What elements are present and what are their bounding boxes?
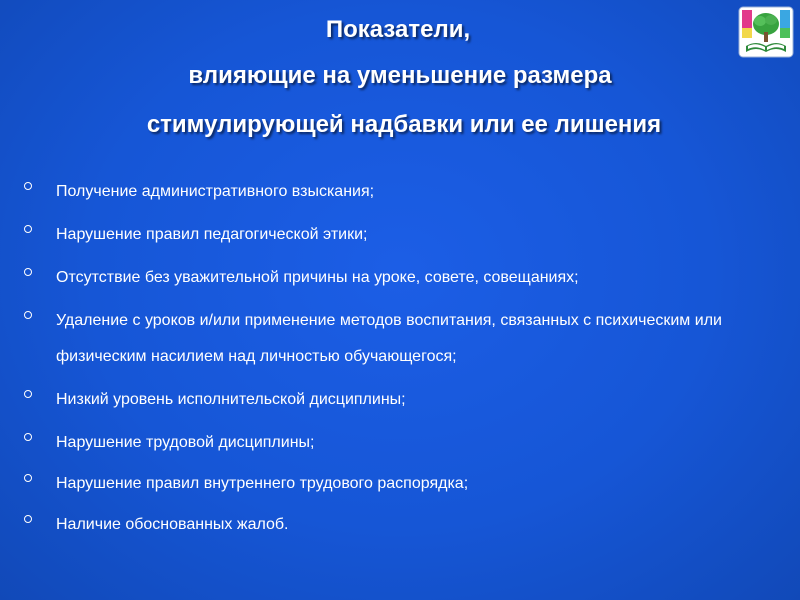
circle-bullet-icon xyxy=(24,474,32,482)
circle-bullet-icon xyxy=(24,311,32,319)
circle-bullet-icon xyxy=(24,390,32,398)
circle-bullet-icon xyxy=(24,182,32,190)
circle-bullet-icon xyxy=(24,433,32,441)
tree-book-emblem-icon xyxy=(738,6,794,58)
title-line-1: Показатели, xyxy=(325,16,471,43)
circle-bullet-icon xyxy=(24,225,32,233)
circle-bullet-icon xyxy=(24,268,32,276)
circle-bullet-icon xyxy=(24,515,32,523)
title-line-2: влияющие на уменьшение размера xyxy=(188,62,612,89)
slide: Показатели, влияющие на уменьшение размера стимулирующей надбавки или ее лишения Получение административного взыскания; Нарушение правил педагогической этики; Отсутствие без уважительной причины на уроке, совете, совещаниях; Удаление с уроков и/или применение методов воспитания, связанных с психическим или физическим насилием над личностью обучающегося; Низкий уровень исполнительской дисциплины; Нарушение трудовой дисциплины; Нарушение правил внутреннего трудового распорядка; Наличие обоснованных жалоб. xyxy=(0,0,800,600)
title-line-3: стимулирующей надбавки или ее лишения xyxy=(146,111,662,138)
